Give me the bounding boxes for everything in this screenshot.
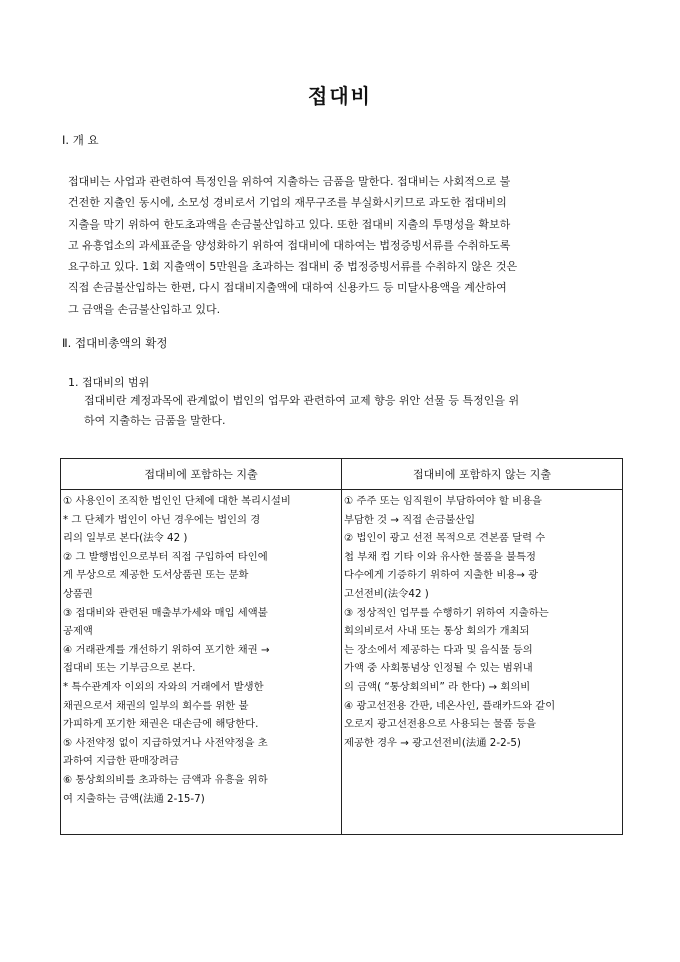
list-item: ② 그 발행법인으로부터 직접 구입하여 타인에 bbox=[63, 550, 268, 563]
list-item: ④ 광고선전용 간판, 네온사인, 플래카드와 같이 bbox=[344, 699, 556, 712]
table-header-row bbox=[61, 459, 623, 490]
paragraph-line: 직접 손금불산입하는 한편, 다시 접대비지출액에 대하여 신용카드 등 미달사용액을 계산하여 bbox=[68, 281, 507, 295]
paragraph-line: 접대비는 사업과 관련하여 특정인을 위하여 지출하는 금품을 말한다. 접대비는 사회적으로 불 bbox=[68, 175, 511, 188]
list-item: 가액 중 사회통념상 인정될 수 있는 범위내 bbox=[344, 662, 533, 675]
list-item: 첩 부채 컵 기타 이와 유사한 물품을 불특정 bbox=[344, 550, 537, 563]
list-item: ⑥ 통상회의비를 초과하는 금액과 유흥을 위하 bbox=[63, 773, 268, 786]
list-item: 접대비 또는 기부금으로 본다. bbox=[63, 662, 196, 675]
paragraph-line: 하여 지출하는 금품을 말한다. bbox=[84, 414, 226, 427]
list-item: 제공한 경우 → 광고선전비(法通 2-2-5) bbox=[344, 736, 521, 749]
list-item: ① 주주 또는 임직원이 부담하여야 할 비용을 bbox=[344, 495, 542, 507]
list-item: * 특수관계자 이외의 자와의 거래에서 발생한 bbox=[63, 680, 264, 693]
list-item: 고선전비(法令42 ) bbox=[344, 587, 429, 600]
section-1-heading: Ⅰ. 개 요 bbox=[62, 133, 99, 147]
list-item: 부담한 것 → 직접 손금불산입 bbox=[344, 513, 476, 526]
paragraph-line: 건전한 지출인 동시에, 소모성 경비로서 기업의 재무구조를 부실화시키므로 과도한 접대비의 bbox=[68, 196, 507, 210]
list-item: 의 금액( “통상회의비” 라 한다) → 회의비 bbox=[344, 680, 531, 693]
list-item: 오로지 광고선전용으로 사용되는 물품 등을 bbox=[344, 718, 537, 731]
list-item: 가피하게 포기한 채권은 대손금에 해당한다. bbox=[63, 718, 259, 731]
section-2-heading: Ⅱ. 접대비총액의 확정 bbox=[62, 336, 168, 350]
list-item: ① 사용인이 조직한 법인인 단체에 대한 복리시설비 bbox=[63, 495, 291, 507]
list-item: 다수에게 기증하기 위하여 지출한 비용→ 광 bbox=[344, 569, 539, 582]
list-item: 리의 일부로 본다(法令 42 ) bbox=[63, 532, 188, 545]
right-column-header: 접대비에 포함하지 않는 지출 bbox=[342, 459, 623, 490]
list-item: * 그 단체가 법인이 아닌 경우에는 법인의 경 bbox=[63, 513, 261, 526]
comparison-table bbox=[60, 458, 623, 835]
paragraph-line: 고 유흥업소의 과세표준을 양성화하기 위하여 접대비에 대하여는 법정증빙서류를 수취하도록 bbox=[68, 238, 511, 252]
included-expenses-cell bbox=[61, 490, 342, 835]
list-item: ⑤ 사전약정 없이 지급하였거나 사전약정을 초 bbox=[63, 736, 268, 749]
subsection-heading: 1. 접대비의 범위 bbox=[68, 376, 150, 389]
list-item: 는 장소에서 제공하는 다과 및 음식물 등의 bbox=[344, 643, 533, 656]
list-item: 공제액 bbox=[63, 625, 93, 638]
list-item: 여 지출하는 금액(法通 2-15-7) bbox=[63, 792, 205, 805]
list-item: 게 무상으로 제공한 도서상품권 또는 문화 bbox=[63, 569, 249, 582]
list-item: ③ 정상적인 업무를 수행하기 위하여 지출하는 bbox=[344, 606, 549, 619]
paragraph-line: 접대비란 계정과목에 관계없이 법인의 업무와 관련하여 교제 향응 위안 선물 등 특정인을 위 bbox=[84, 394, 520, 407]
subsection-paragraph bbox=[84, 391, 624, 431]
left-column-header: 접대비에 포함하는 지출 bbox=[61, 459, 342, 490]
paragraph-line: 그 금액을 손금불산입하고 있다. bbox=[68, 302, 221, 316]
list-item: ④ 거래관계를 개선하기 위하여 포기한 채권 → bbox=[63, 643, 270, 656]
excluded-expenses-cell bbox=[342, 490, 623, 835]
page-title: 접대비 bbox=[308, 84, 372, 108]
list-item: 과하여 지급한 판매장려금 bbox=[63, 755, 179, 768]
section-1-paragraph bbox=[68, 171, 622, 320]
list-item: ② 법인이 광고 선전 목적으로 견본품 달력 수 bbox=[344, 532, 546, 545]
table-row bbox=[61, 490, 623, 835]
paragraph-line: 요구하고 있다. 1회 지출액이 5만원을 초과하는 접대비 중 법정증빙서류를 수취하지 않은 것은 bbox=[68, 260, 518, 274]
list-item: 회의비로서 사내 또는 통상 회의가 개최되 bbox=[344, 625, 530, 638]
list-item: 채권으로서 채권의 일부의 회수를 위한 불 bbox=[63, 699, 249, 712]
list-item: ③ 접대비와 관련된 매출부가세와 매입 세액불 bbox=[63, 606, 268, 619]
paragraph-line: 지출을 막기 위하여 한도초과액을 손금불산입하고 있다. 또한 접대비 지출의 투명성을 확보하 bbox=[68, 217, 511, 231]
list-item: 상품권 bbox=[63, 587, 93, 600]
